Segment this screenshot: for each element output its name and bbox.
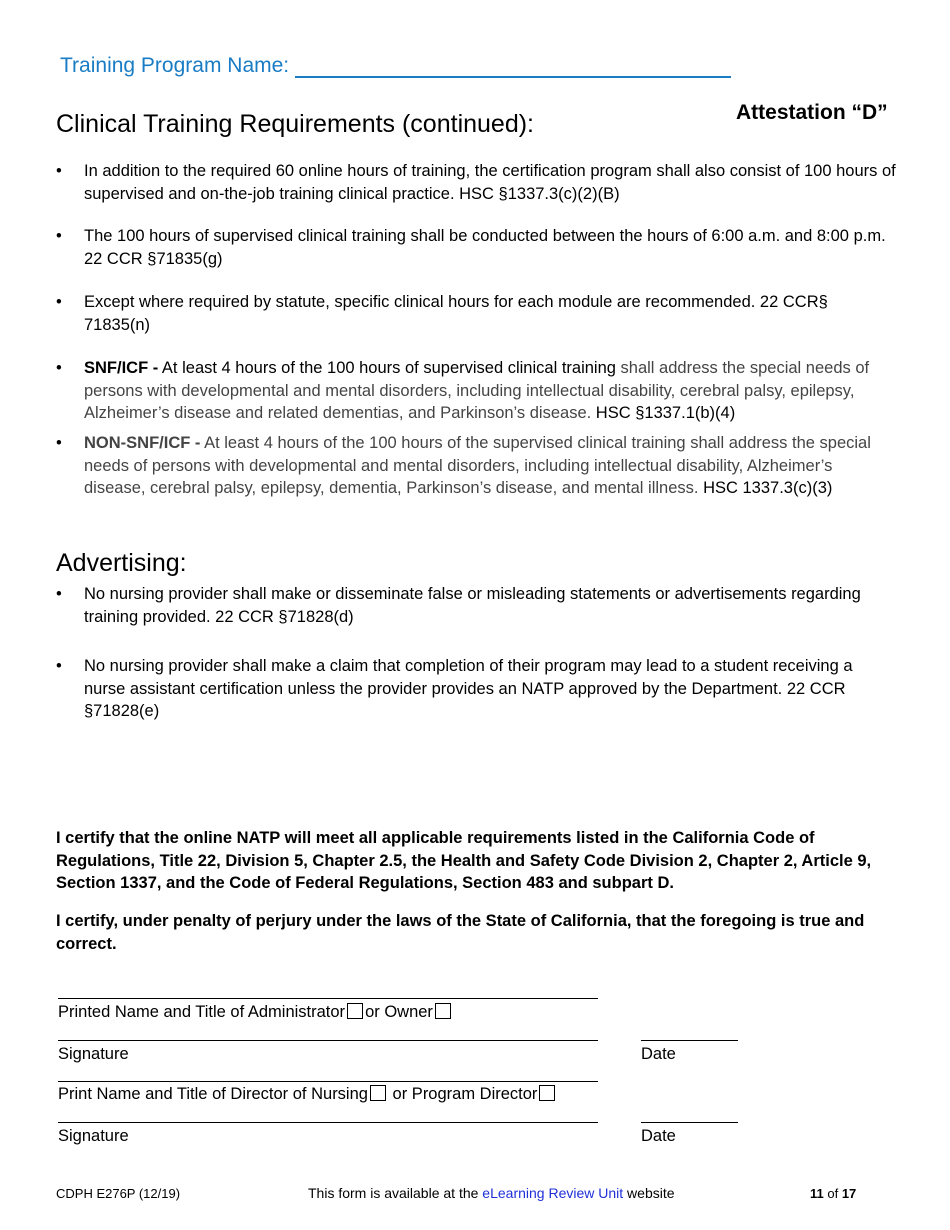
don-date-line[interactable] bbox=[641, 1122, 738, 1123]
program-name-field bbox=[60, 54, 731, 78]
clinical-item bbox=[56, 291, 896, 336]
admin-name-line[interactable] bbox=[58, 998, 598, 999]
admin-signature-label: Signature bbox=[58, 1045, 129, 1063]
bullet-icon: • bbox=[56, 434, 62, 452]
don-name-line[interactable] bbox=[58, 1081, 598, 1082]
non-snf-icf-label: NON-SNF/ICF - bbox=[84, 434, 201, 452]
admin-date-line[interactable] bbox=[641, 1040, 738, 1041]
elearning-review-unit-link[interactable]: eLearning Review Unit bbox=[482, 1185, 624, 1201]
advertising-item-text: No nursing provider shall make a claim that completion of their program may lead to a student receiving a nurse assistant certification unless the provider provides an NATP approved by the Department. 22 CCR §71828(e) bbox=[84, 657, 853, 720]
don-date-label: Date bbox=[641, 1127, 676, 1145]
director-of-nursing-checkbox[interactable] bbox=[370, 1085, 386, 1101]
clinical-heading: Clinical Training Requirements (continued): bbox=[56, 110, 535, 138]
administrator-checkbox[interactable] bbox=[347, 1003, 363, 1019]
clinical-item-text: In addition to the required 60 online hours of training, the certification program shall also consist of 100 hours of supervised and on-the-job training clinical practice. HSC §1337.3(c)(2)(B) bbox=[84, 162, 896, 203]
form-id: CDPH E276P (12/19) bbox=[56, 1186, 181, 1201]
bullet-icon: • bbox=[56, 585, 62, 603]
clinical-item-text: Except where required by statute, specific clinical hours for each module are recommended. 22 CCR§ 71835(n) bbox=[84, 293, 828, 334]
admin-name-label: Printed Name and Title of Administrator or Owner bbox=[58, 1003, 453, 1022]
admin-date-label: Date bbox=[641, 1045, 676, 1063]
bullet-icon: • bbox=[56, 657, 62, 675]
attestation-label: Attestation “D” bbox=[736, 101, 888, 124]
program-name-input-line[interactable] bbox=[295, 54, 731, 78]
certification-statement: I certify that the online NATP will meet all applicable requirements listed in the California Code of Regulations, Title 22, Division 5, Chapter 2.5, the Health and Safety Code Division 2, Chapter 2, Article 9, Section 1337, and the Code of Federal Regulations, Section 483 and subpart D. bbox=[56, 829, 872, 892]
program-name-label: Training Program Name: bbox=[60, 54, 290, 77]
advertising-item bbox=[56, 655, 896, 723]
clinical-item-text: SNF/ICF - At least 4 hours of the 100 hours of supervised clinical training shall address the special needs of persons with developmental and mental disorders, including intellectual disability, cerebral palsy, epilepsy, Alzheimer’s disease and related dementias, and Parkinson’s disease. HSC §1337.1(b)(4) bbox=[84, 359, 870, 422]
don-name-label: Print Name and Title of Director of Nursing or Program Director bbox=[58, 1085, 557, 1104]
form-availability: This form is available at the eLearning Review Unit website bbox=[308, 1185, 675, 1201]
owner-checkbox[interactable] bbox=[435, 1003, 451, 1019]
bullet-icon: • bbox=[56, 162, 62, 180]
clinical-item-text: The 100 hours of supervised clinical training shall be conducted between the hours of 6:00 a.m. and 8:00 p.m. 22 CCR §71835(g) bbox=[84, 227, 886, 268]
bullet-icon: • bbox=[56, 293, 62, 311]
clinical-item-non-snf-icf bbox=[56, 432, 896, 500]
clinical-item bbox=[56, 160, 896, 205]
advertising-item bbox=[56, 583, 896, 628]
bullet-icon: • bbox=[56, 227, 62, 245]
don-signature-line[interactable] bbox=[58, 1122, 598, 1123]
clinical-item-snf-icf bbox=[56, 357, 896, 425]
clinical-item bbox=[56, 225, 896, 270]
admin-signature-line[interactable] bbox=[58, 1040, 598, 1041]
perjury-statement: I certify, under penalty of perjury under the laws of the State of California, that the foregoing is true and correct. bbox=[56, 912, 865, 953]
clinical-item-text: NON-SNF/ICF - At least 4 hours of the 100 hours of the supervised clinical training shall address the special needs of persons with developmental and mental disorders, including intellectual disability, Alzheimer’s disease, cerebral palsy, epilepsy, dementia, Parkinson’s disease, and mental illness. HSC 1337.3(c)(3) bbox=[84, 434, 871, 497]
page-number: 11 of 17 bbox=[810, 1186, 857, 1201]
bullet-icon: • bbox=[56, 359, 62, 377]
advertising-item-text: No nursing provider shall make or disseminate false or misleading statements or advertisements regarding training provided. 22 CCR §71828(d) bbox=[84, 585, 861, 626]
snf-icf-label: SNF/ICF - bbox=[84, 359, 159, 377]
program-director-checkbox[interactable] bbox=[539, 1085, 555, 1101]
don-signature-label: Signature bbox=[58, 1127, 129, 1145]
advertising-heading: Advertising: bbox=[56, 549, 187, 577]
